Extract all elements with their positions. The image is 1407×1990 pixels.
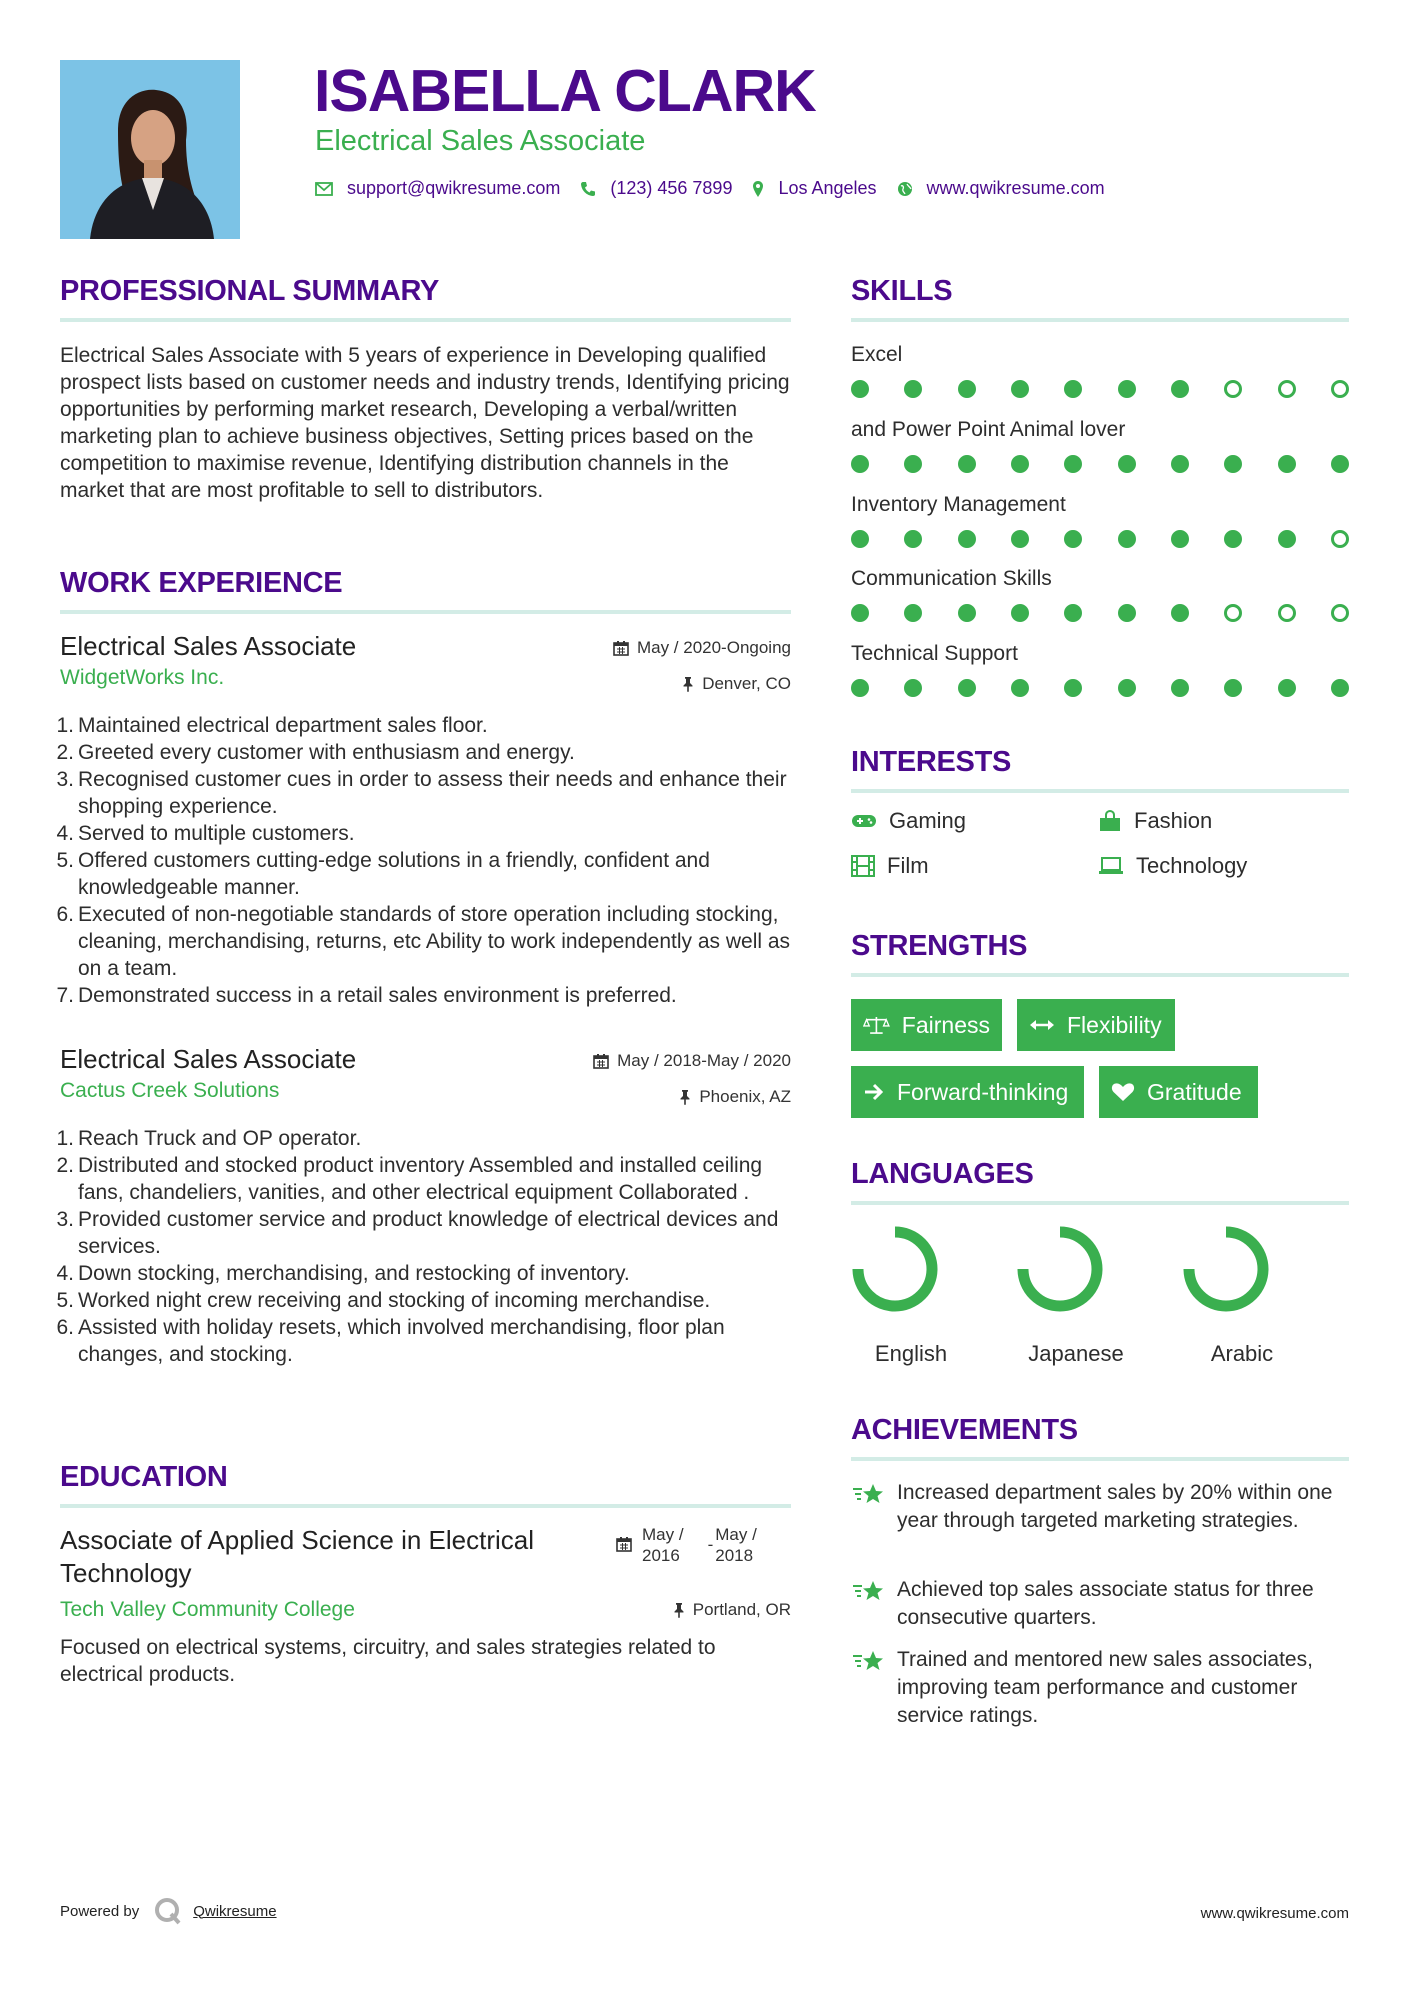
shooting-star-icon	[851, 1648, 885, 1676]
rating-dot-filled	[1278, 455, 1296, 473]
strength-badge	[851, 1066, 1084, 1118]
language-name: English	[874, 1341, 948, 1366]
rating-dot-filled	[1064, 455, 1082, 473]
rating-dot-empty	[1224, 604, 1242, 622]
rating-dot-filled	[1171, 380, 1189, 398]
achievement-item	[851, 1479, 1349, 1535]
rating-dot-filled	[1224, 455, 1242, 473]
interest-label: Fashion	[1134, 808, 1213, 833]
film-icon	[851, 855, 875, 877]
language-level-arc	[1189, 1232, 1263, 1306]
summary-section	[60, 274, 791, 504]
qwikresume-link[interactable]: Qwikresume	[193, 1902, 277, 1920]
strength-badge	[1099, 1066, 1258, 1118]
skill-rating	[851, 679, 1349, 699]
interest-label: Film	[887, 853, 929, 878]
list-item: 6. Executed of non-negotiable standards of store operation including stocking, cleaning, merchandising, returns, etc Ability to work independently as well as on a team.	[56, 903, 791, 980]
skill-rating	[851, 380, 1349, 400]
section-divider	[60, 1504, 791, 1508]
rating-dot-filled	[958, 530, 976, 548]
experience-section	[60, 566, 791, 614]
language-item	[1016, 1224, 1136, 1367]
interest-film	[851, 853, 929, 879]
rating-dot-filled	[1011, 380, 1029, 398]
achievement-item	[851, 1576, 1349, 1632]
strength-label: Flexibility	[1067, 1011, 1162, 1038]
rating-dot-filled	[1331, 455, 1349, 473]
rating-dot-empty	[1331, 530, 1349, 548]
language-progress-ring	[851, 1224, 971, 1324]
rating-dot-filled	[1118, 455, 1136, 473]
envelope-icon	[315, 182, 333, 196]
school-name: Tech Valley Community College	[60, 1598, 355, 1621]
rating-dot-filled	[1011, 679, 1029, 697]
contact-bar	[315, 178, 1125, 199]
interests-section	[851, 745, 1349, 793]
skill-name: Technical Support	[851, 642, 1018, 665]
candidate-title: Electrical Sales Associate	[315, 125, 646, 157]
rating-dot-filled	[1118, 530, 1136, 548]
rating-dot-filled	[904, 380, 922, 398]
calendar-icon	[613, 640, 629, 656]
skill-item	[851, 492, 1349, 566]
section-divider	[851, 1201, 1349, 1205]
rating-dot-empty	[1278, 604, 1296, 622]
section-divider	[851, 973, 1349, 977]
job-role: Electrical Sales Associate	[60, 1044, 357, 1074]
contact-phone[interactable]	[580, 178, 732, 199]
rating-dot-filled	[1011, 455, 1029, 473]
job-bullets	[56, 712, 791, 1009]
globe-icon	[897, 181, 913, 197]
date-separator: -	[707, 1535, 714, 1554]
list-item: 4. Served to multiple customers.	[56, 822, 355, 845]
degree-title: Associate of Applied Science in Electrical Technology	[60, 1525, 535, 1588]
rating-dot-filled	[1064, 530, 1082, 548]
phone-icon	[580, 181, 596, 197]
shopping-bag-icon	[1098, 810, 1122, 832]
skill-rating	[851, 530, 1349, 550]
contact-website[interactable]	[897, 178, 1105, 199]
languages-section	[851, 1157, 1349, 1205]
powered-by-label: Powered by	[60, 1902, 140, 1920]
job-role: Electrical Sales Associate	[60, 631, 357, 661]
start-date: May / 2016	[642, 1525, 684, 1565]
end-date: May / 2018	[715, 1525, 757, 1565]
list-item: 2. Greeted every customer with enthusiasm and energy.	[56, 741, 575, 764]
rating-dot-filled	[1171, 530, 1189, 548]
section-divider	[851, 789, 1349, 793]
rating-dot-filled	[1064, 679, 1082, 697]
job-entry	[56, 630, 791, 1009]
calendar-icon	[616, 1536, 632, 1552]
strength-label: Gratitude	[1147, 1078, 1242, 1105]
interests-heading: INTERESTS	[851, 746, 1012, 778]
rating-dot-empty	[1278, 380, 1296, 398]
skill-item	[851, 566, 1349, 641]
list-item: 7. Demonstrated success in a retail sales environment is preferred.	[56, 984, 677, 1007]
job-date	[613, 638, 791, 658]
rating-dot-filled	[851, 530, 869, 548]
job-entry	[56, 1043, 791, 1368]
strength-label: Fairness	[901, 1011, 990, 1038]
language-level-arc	[858, 1232, 932, 1306]
rating-dot-filled	[1118, 380, 1136, 398]
job-bullets	[56, 1125, 791, 1368]
thumbtack-icon	[673, 1602, 685, 1618]
achievement-item	[851, 1646, 1349, 1730]
profile-photo	[60, 60, 240, 239]
language-name: Arabic	[1210, 1341, 1274, 1366]
rating-dot-filled	[1064, 604, 1082, 622]
skill-rating	[851, 455, 1349, 475]
rating-dot-filled	[851, 455, 869, 473]
map-marker-icon	[752, 180, 764, 198]
job-date-text: May / 2018-May / 2020	[617, 1051, 791, 1070]
thumbtack-icon	[682, 676, 694, 692]
contact-location	[752, 178, 876, 199]
job-company: Cactus Creek Solutions	[60, 1079, 280, 1102]
rating-dot-filled	[1011, 530, 1029, 548]
education-location-text: Portland, OR	[692, 1600, 791, 1619]
language-progress-ring	[1016, 1224, 1136, 1324]
rating-dot-filled	[1224, 679, 1242, 697]
skills-list	[851, 342, 1349, 716]
contact-location-text: Los Angeles	[778, 178, 877, 198]
skills-section	[851, 274, 1349, 322]
qwikresume-logo-icon	[153, 1896, 183, 1926]
rating-dot-filled	[1171, 679, 1189, 697]
strength-label: Forward-thinking	[897, 1078, 1069, 1105]
language-level-arc	[1023, 1232, 1097, 1306]
list-item: 2. Distributed and stocked product inventory Assembled and installed ceiling fans, chandeliers, vanities, and other electrical equipment Collaborated .	[56, 1154, 763, 1204]
arrows-h-icon	[1029, 1018, 1055, 1032]
rating-dot-filled	[1331, 679, 1349, 697]
summary-heading: PROFESSIONAL SUMMARY	[60, 275, 440, 307]
skill-item	[851, 342, 1349, 417]
rating-dot-filled	[958, 380, 976, 398]
rating-dot-empty	[1224, 380, 1242, 398]
interest-label: Technology	[1136, 853, 1248, 878]
shooting-star-icon	[851, 1481, 885, 1509]
education-dates	[616, 1524, 757, 1566]
achievement-text: Achieved top sales associate status for three consecutive quarters.	[897, 1578, 1314, 1629]
interest-gaming	[851, 808, 966, 834]
contact-email-text: support@qwikresume.com	[347, 178, 561, 198]
job-location-text: Phoenix, AZ	[699, 1087, 791, 1106]
rating-dot-filled	[1278, 530, 1296, 548]
achievements-heading: ACHIEVEMENTS	[851, 1414, 1078, 1446]
rating-dot-filled	[958, 604, 976, 622]
candidate-name: ISABELLA CLARK	[314, 58, 816, 124]
list-item: 3. Recognised customer cues in order to assess their needs and enhance their shopping experience.	[56, 768, 787, 818]
education-section	[60, 1460, 791, 1508]
gamepad-icon	[851, 813, 877, 829]
rating-dot-filled	[958, 455, 976, 473]
rating-dot-filled	[851, 679, 869, 697]
contact-website-text: www.qwikresume.com	[926, 178, 1105, 198]
rating-dot-filled	[851, 380, 869, 398]
skills-heading: SKILLS	[851, 275, 953, 307]
thumbtack-icon	[679, 1089, 691, 1105]
strength-badge	[851, 999, 1002, 1051]
skill-name: and Power Point Animal lover	[851, 418, 1126, 441]
skill-name: Excel	[851, 343, 903, 366]
section-divider	[60, 610, 791, 614]
rating-dot-filled	[958, 679, 976, 697]
rating-dot-filled	[904, 679, 922, 697]
rating-dot-empty	[1331, 380, 1349, 398]
rating-dot-filled	[1224, 530, 1242, 548]
list-item: 5. Worked night crew receiving and stocking of incoming merchandise.	[56, 1289, 711, 1312]
section-divider	[851, 318, 1349, 322]
job-date-text: May / 2020-Ongoing	[636, 638, 791, 657]
skill-item	[851, 417, 1349, 492]
list-item: 3. Provided customer service and product knowledge of electrical devices and services.	[56, 1208, 779, 1258]
education-entry	[60, 1524, 791, 1688]
language-item	[1182, 1224, 1302, 1367]
rating-dot-empty	[1331, 604, 1349, 622]
achievement-text: Increased department sales by 20% within one year through targeted marketing strategies.	[897, 1481, 1333, 1532]
rating-dot-filled	[1011, 604, 1029, 622]
rating-dot-filled	[851, 604, 869, 622]
heart-icon	[1111, 1082, 1135, 1102]
arrow-right-icon	[863, 1083, 885, 1101]
languages-heading: LANGUAGES	[851, 1158, 1034, 1190]
laptop-icon	[1098, 857, 1124, 875]
skill-item	[851, 641, 1349, 716]
contact-phone-text: (123) 456 7899	[610, 178, 733, 198]
skill-name: Communication Skills	[851, 567, 1052, 590]
skill-rating	[851, 604, 1349, 624]
education-description: Focused on electrical systems, circuitry, and sales strategies related to electrical products.	[60, 1636, 716, 1686]
strengths-section	[851, 929, 1349, 977]
rating-dot-filled	[904, 530, 922, 548]
education-heading: EDUCATION	[60, 1461, 228, 1493]
job-company: WidgetWorks Inc.	[60, 666, 225, 689]
skill-name: Inventory Management	[851, 493, 1066, 516]
interest-fashion	[1098, 808, 1212, 834]
education-location	[673, 1600, 791, 1620]
rating-dot-filled	[1118, 604, 1136, 622]
rating-dot-filled	[1064, 380, 1082, 398]
section-divider	[851, 1457, 1349, 1461]
job-date	[593, 1051, 791, 1071]
list-item: 1. Maintained electrical department sales floor.	[56, 714, 488, 737]
interest-technology	[1098, 853, 1247, 879]
rating-dot-filled	[904, 455, 922, 473]
interest-label: Gaming	[889, 808, 967, 833]
job-location-text: Denver, CO	[702, 674, 791, 693]
language-item	[851, 1224, 971, 1367]
language-name: Japanese	[1028, 1341, 1124, 1366]
section-divider	[60, 318, 791, 322]
list-item: 6. Assisted with holiday resets, which involved merchandising, floor plan changes, and stocking.	[56, 1316, 725, 1366]
contact-email[interactable]	[315, 178, 560, 199]
footer-left	[60, 1896, 277, 1926]
strength-badge	[1017, 999, 1175, 1051]
rating-dot-filled	[1171, 455, 1189, 473]
language-progress-ring	[1182, 1224, 1302, 1324]
footer-site[interactable]: www.qwikresume.com	[1200, 1905, 1349, 1922]
calendar-icon	[593, 1053, 609, 1069]
summary-text: Electrical Sales Associate with 5 years of experience in Developing qualified prospect lists based on customer needs and industry trends, Identifying pricing opportunities by performing market research, Developing a verbal/written marketing plan to achieve business objectives, Setting prices based on the competition to maximise revenue, Identifying distribution channels in the market that are most profitable to sell to distributors.	[60, 344, 790, 502]
job-location	[682, 674, 791, 694]
strengths-heading: STRENGTHS	[851, 930, 1028, 962]
list-item: 5. Offered customers cutting-edge solutions in a friendly, confident and knowledgeable manner.	[56, 849, 710, 899]
experience-heading: WORK EXPERIENCE	[60, 567, 343, 599]
rating-dot-filled	[1278, 679, 1296, 697]
achievements-section	[851, 1413, 1349, 1461]
shooting-star-icon	[851, 1578, 885, 1606]
rating-dot-filled	[904, 604, 922, 622]
job-location	[679, 1087, 791, 1107]
list-item: 4. Down stocking, merchandising, and restocking of inventory.	[56, 1262, 630, 1285]
person-portrait-icon	[60, 60, 240, 239]
balance-scale-icon	[863, 1014, 890, 1036]
list-item: 1. Reach Truck and OP operator.	[56, 1127, 362, 1150]
rating-dot-filled	[1171, 604, 1189, 622]
achievement-text: Trained and mentored new sales associates, improving team performance and customer service ratings.	[897, 1648, 1313, 1727]
rating-dot-filled	[1118, 679, 1136, 697]
